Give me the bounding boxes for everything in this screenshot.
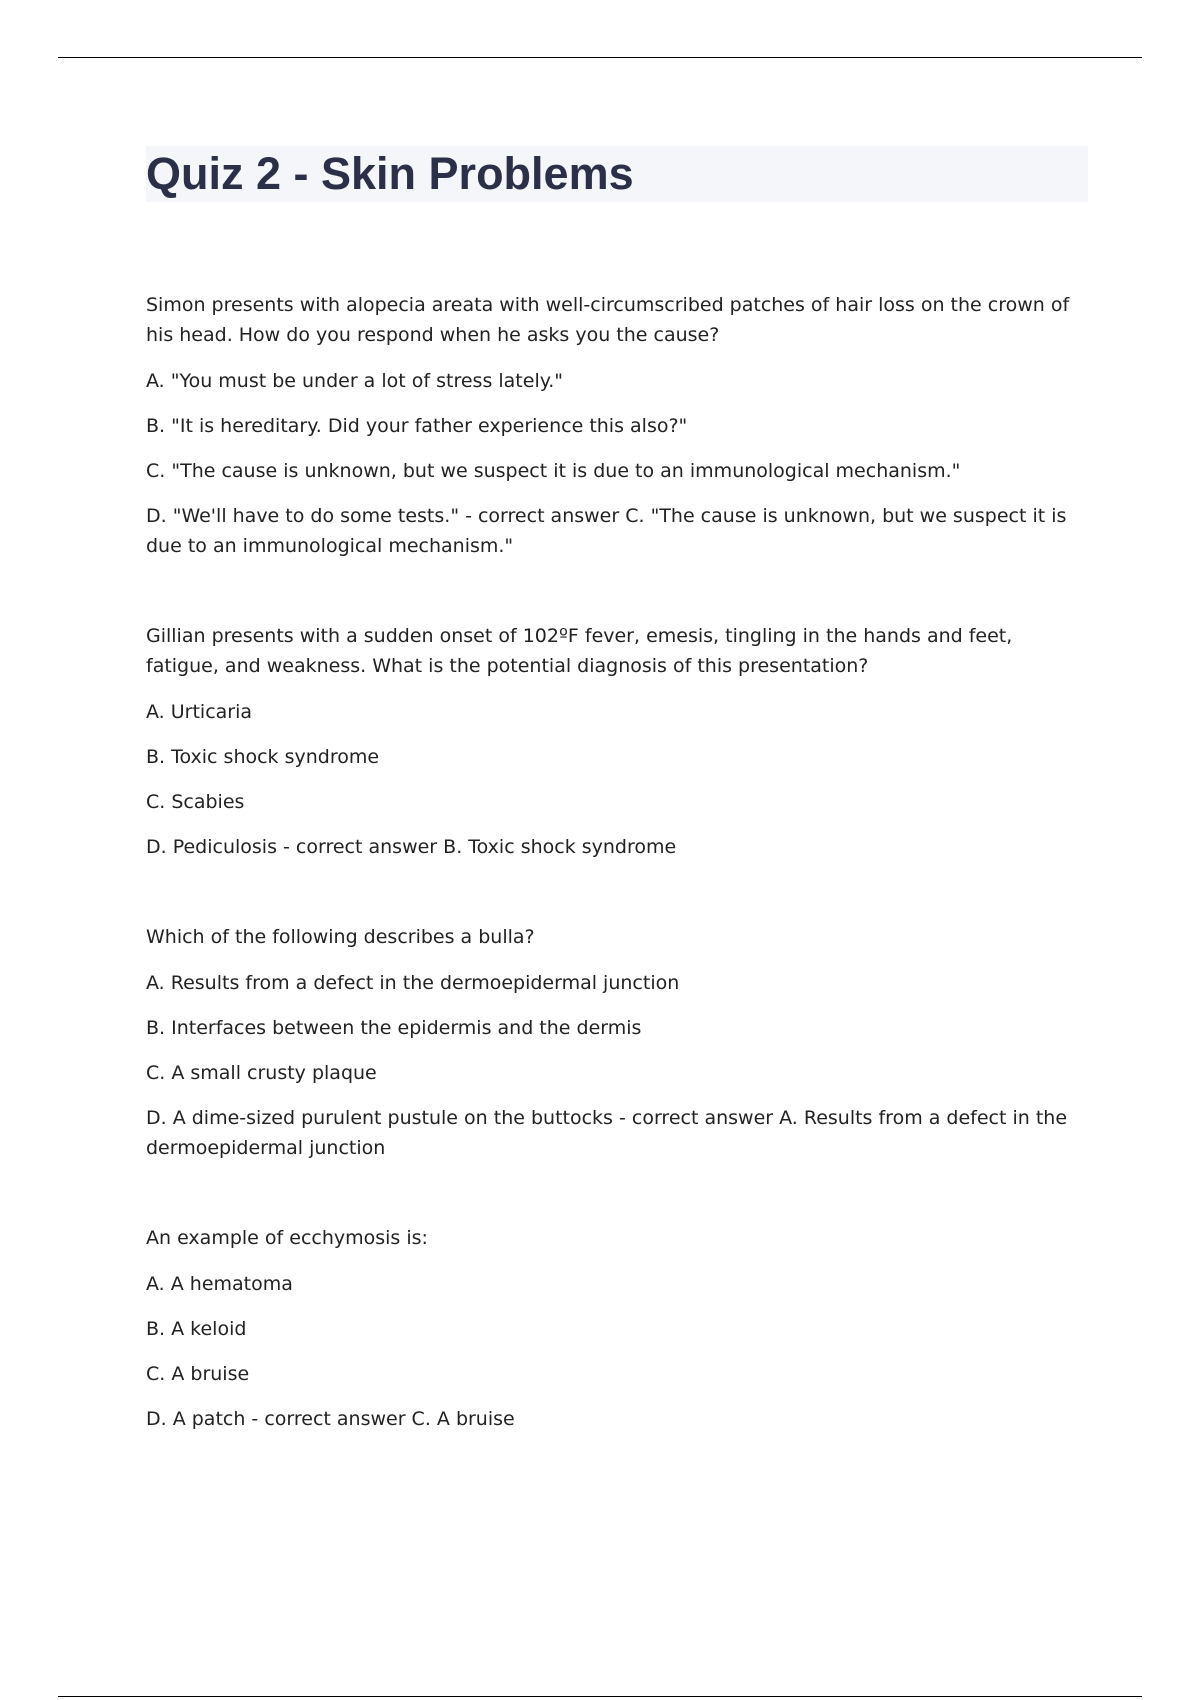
question-text: Which of the following describes a bulla? <box>146 926 535 948</box>
option-c: C. "The cause is unknown, but we suspect it is due to an immunological mechanism." <box>146 460 961 482</box>
question-text: Simon presents with alopecia areata with well-circumscribed patches of hair loss on the crown of his head. How do you respond when he asks you the cause? <box>146 294 1070 346</box>
option-d-with-answer: D. Pediculosis - correct answer B. Toxic shock syndrome <box>146 836 677 858</box>
option-c: C. Scabies <box>146 791 245 813</box>
option-d-with-answer: D. "We'll have to do some tests." - correct answer C. "The cause is unknown, but we suspect it is due to an immunological mechanism." <box>146 505 1067 557</box>
bottom-divider <box>58 1696 1142 1697</box>
option-c: C. A bruise <box>146 1363 250 1385</box>
page-title: Quiz 2 - Skin Problems <box>146 148 634 199</box>
option-a: A. Urticaria <box>146 701 253 723</box>
option-c: C. A small crusty plaque <box>146 1062 377 1084</box>
option-a: A. "You must be under a lot of stress lately." <box>146 370 564 392</box>
option-d-with-answer: D. A dime-sized purulent pustule on the buttocks - correct answer A. Results from a defect in the dermoepidermal junction <box>146 1107 1068 1159</box>
option-a: A. Results from a defect in the dermoepidermal junction <box>146 972 680 994</box>
question-text: Gillian presents with a sudden onset of 102ºF fever, emesis, tingling in the hands and feet, fatigue, and weakness. What is the potential diagnosis of this presentation? <box>146 625 1013 677</box>
option-b: B. "It is hereditary. Did your father experience this also?" <box>146 415 688 437</box>
question-1 <box>146 290 1088 561</box>
option-b: B. Toxic shock syndrome <box>146 746 380 768</box>
option-b: B. Interfaces between the epidermis and the dermis <box>146 1017 642 1039</box>
quiz-content <box>146 290 1088 1494</box>
title-banner <box>146 146 1088 202</box>
question-4 <box>146 1223 1088 1434</box>
option-d-with-answer: D. A patch - correct answer C. A bruise <box>146 1408 515 1430</box>
option-a: A. A hematoma <box>146 1273 293 1295</box>
question-2 <box>146 621 1088 862</box>
option-b: B. A keloid <box>146 1318 247 1340</box>
question-3 <box>146 922 1088 1163</box>
top-divider <box>58 57 1142 58</box>
question-text: An example of ecchymosis is: <box>146 1227 428 1249</box>
